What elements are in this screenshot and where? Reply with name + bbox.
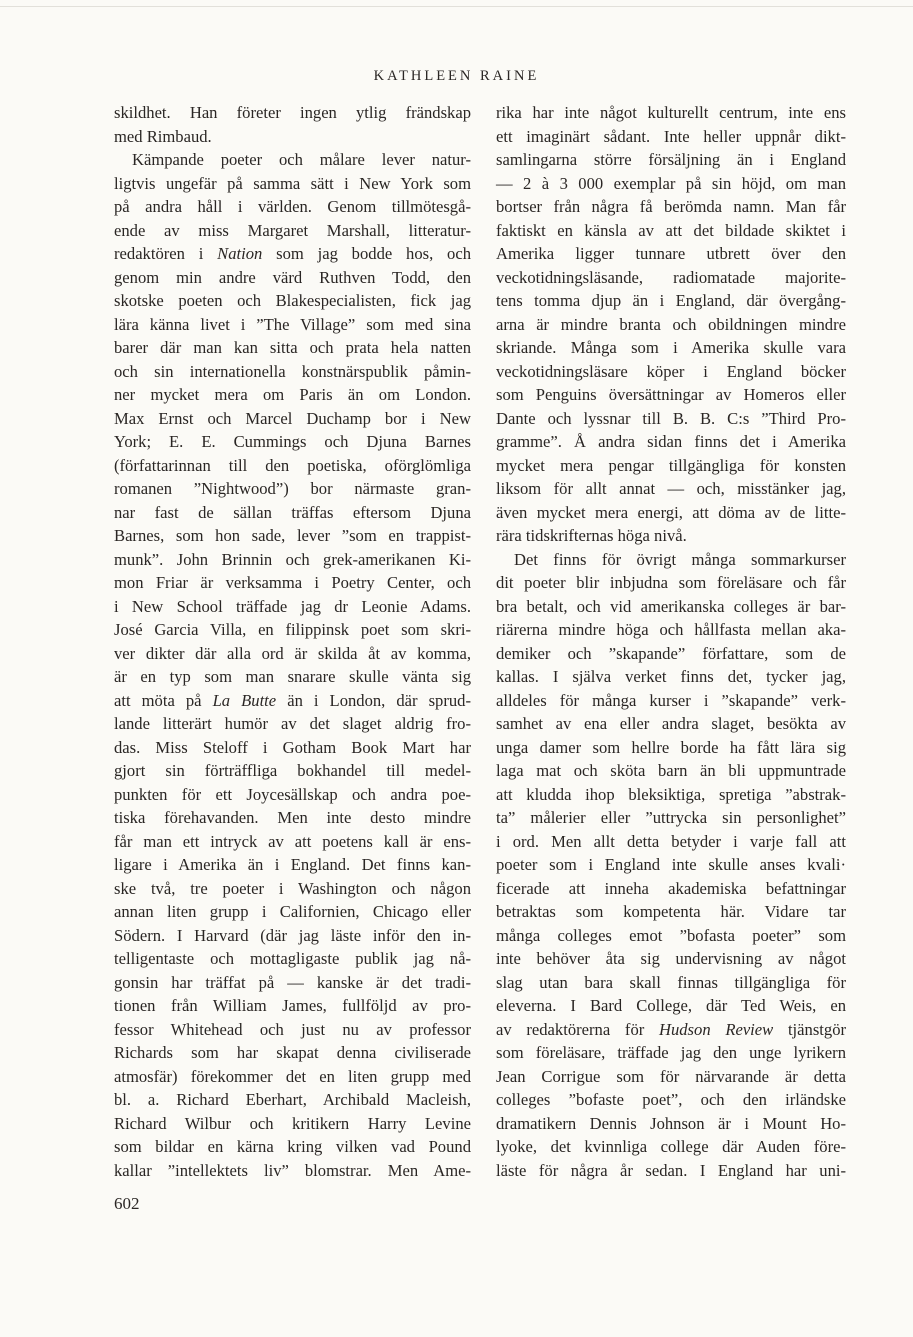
italic-title: La Butte bbox=[212, 690, 277, 710]
text-line: ner mycket mera om Paris än om London. bbox=[114, 385, 471, 404]
text-line: unga damer som hellre borde ha fått lära sig bbox=[496, 737, 846, 757]
text-line: läste för några år sedan. I England har uni- bbox=[496, 1160, 846, 1180]
text-column-right bbox=[496, 101, 846, 1182]
text-line: — 2 à 3 000 exemplar på sin höjd, om man bbox=[496, 173, 846, 193]
text-line: faktiskt en känsla av att det bildade skiktet i bbox=[496, 220, 846, 240]
text-line: i New School träffade jag dr Leonie Adams. bbox=[114, 596, 471, 616]
text-line: veckotidningsläsare köper i England böcker bbox=[496, 361, 846, 381]
italic-title: Hudson Review bbox=[658, 1019, 774, 1039]
text-line: barer där man kan sitta och prata hela natten bbox=[114, 338, 471, 357]
text-line: nar fast de sällan träffas eftersom Djuna bbox=[114, 502, 471, 522]
text-line: Richard Wilbur och kritikern Harry Levine bbox=[114, 1113, 471, 1133]
text-line: skotske poeten och Blakespecialisten, fick jag bbox=[114, 291, 471, 310]
text-line: annan liten grupp i Californien, Chicago eller bbox=[114, 902, 471, 921]
text-line: skildhet. Han företer ingen ytlig frändskap bbox=[114, 103, 471, 122]
text-line: även mycket mera energi, att döma av de litte- bbox=[496, 502, 846, 522]
text-line: Kämpande poeter och målare lever natur- bbox=[132, 150, 471, 169]
text-line: betraktas som kompetenta här. Vidare tar bbox=[496, 902, 846, 921]
scan-edge-line bbox=[0, 6, 913, 7]
text-line: som föreläsare, träffade jag den unge lyrikern bbox=[496, 1043, 846, 1062]
text-line: inte behöver åta sig undervisning av något bbox=[496, 949, 846, 968]
text-line: mycket mera pengar tillgängliga för konsten bbox=[496, 455, 846, 475]
text-line: med Rimbaud. bbox=[114, 126, 212, 146]
text-line: veckotidningsläsande, radiomatade majorite- bbox=[496, 267, 846, 287]
text-line: skriande. Många som i Amerika skulle vara bbox=[496, 338, 846, 357]
text-line: att möta på La Butte än i London, där sprud- bbox=[114, 690, 471, 710]
text-line: kallar ”intellektets liv” blomstrar. Men Ame- bbox=[114, 1160, 471, 1180]
text-line: lära känna livet i ”The Village” som med sina bbox=[114, 314, 471, 334]
text-line: många colleges emot ”bofasta poeter” som bbox=[496, 925, 846, 945]
text-line: i ord. Men allt detta betyder i varje fall att bbox=[496, 831, 846, 851]
text-line: ligare i Amerika än i England. Det finns kan- bbox=[114, 855, 471, 874]
text-line: ske två, tre poeter i Washington och någon bbox=[114, 878, 471, 898]
text-line: atmosfär) förekommer det en liten grupp med bbox=[114, 1066, 471, 1086]
text-line: tionen från William James, fullföljd av pro- bbox=[114, 996, 471, 1015]
text-line: arna är mindre branta och obildningen mindre bbox=[496, 314, 846, 334]
text-line: lande litterärt humör av det slaget aldrig fro- bbox=[114, 714, 471, 733]
text-line: och sin internationella konstnärspublik påmin- bbox=[114, 361, 471, 381]
text-line: att kludda ihop bleksiktiga, spretiga ”abstrak- bbox=[496, 784, 846, 804]
text-line: punkten för ett Joycesällskap och andra poe- bbox=[114, 784, 471, 804]
text-line: telligentaste och mottagligaste publik jag nå- bbox=[114, 949, 471, 968]
text-line: Det finns för övrigt många sommarkurser bbox=[514, 549, 846, 569]
text-line: av redaktörerna för Hudson Review tjänstgör bbox=[496, 1019, 847, 1039]
text-line: York; E. E. Cummings och Djuna Barnes bbox=[114, 432, 471, 451]
text-line: Dante och lyssnar till B. B. C:s ”Third Pro- bbox=[496, 408, 846, 428]
text-line: är en typ som man snarare skulle vänta sig bbox=[114, 667, 471, 686]
text-line: gjort sin förträffliga bokhandel till medel- bbox=[114, 761, 471, 780]
text-line: ett imaginärt sådant. Inte heller uppnår dikt- bbox=[496, 126, 846, 146]
text-line: ende av miss Margaret Marshall, litteratur- bbox=[114, 220, 471, 240]
text-line: tens tomma djup än i England, där övergång- bbox=[496, 291, 846, 310]
text-line: gonsin har träffat på — kanske är det tradi- bbox=[114, 972, 471, 992]
text-line: (författarinnan till den poetiska, oförglömliga bbox=[114, 455, 471, 475]
text-line: das. Miss Steloff i Gotham Book Mart har bbox=[114, 737, 471, 757]
text-line: på andra håll i världen. Genom tillmötesgå- bbox=[114, 197, 471, 216]
text-line: romanen ”Nightwood”) bor närmaste gran- bbox=[114, 479, 471, 498]
text-line: munk”. John Brinnin och grek-amerikanen Ki- bbox=[114, 549, 471, 569]
text-line: colleges ”bofaste poet”, och den irländske bbox=[496, 1090, 846, 1109]
text-line: redaktören i Nation som jag bodde hos, och bbox=[114, 244, 471, 263]
text-line: mon Friar är verksamma i Poetry Center, och bbox=[114, 573, 471, 592]
text-line: Barnes, som hon sade, lever ”som en trappist- bbox=[114, 526, 471, 545]
text-line: Max Ernst och Marcel Duchamp bor i New bbox=[114, 408, 471, 428]
running-header: KATHLEEN RAINE bbox=[373, 68, 540, 84]
text-line: ver dikter där alla ord är skilda åt av komma, bbox=[114, 643, 471, 663]
text-line: Richards som har skapat denna civiliserade bbox=[114, 1043, 471, 1062]
text-line: bl. a. Richard Eberhart, Archibald Macleish, bbox=[114, 1090, 471, 1109]
text-line: Jean Corrigue som för närvarande är detta bbox=[496, 1066, 846, 1086]
text-line: demiker och ”skapande” författare, som de bbox=[496, 643, 846, 663]
text-line: alldeles för många kurser i ”skapande” verk- bbox=[496, 690, 846, 710]
text-line: bra betalt, och vid amerikanska colleges är bar- bbox=[496, 596, 846, 616]
page-number: 602 bbox=[114, 1194, 140, 1213]
text-line: ligtvis ungefär på samma sätt i New York som bbox=[114, 173, 471, 193]
text-line: samlingarna större försäljning än i England bbox=[496, 150, 846, 169]
text-line: poeter som i England inte skulle anses kvali· bbox=[496, 855, 846, 874]
text-line: dit poeter blir inbjudna som föreläsare och får bbox=[496, 573, 846, 592]
text-column-left bbox=[114, 101, 471, 1182]
text-line: eleverna. I Bard College, där Ted Weis, en bbox=[496, 996, 846, 1015]
text-line: lyoke, det kvinnliga college där Auden före- bbox=[496, 1137, 846, 1156]
text-line: bortser från några få berömda namn. Man får bbox=[496, 197, 846, 216]
text-line: tiska förehavanden. Men inte desto mindre bbox=[114, 808, 471, 827]
text-line: genom min andre värd Ruthven Todd, den bbox=[114, 267, 471, 287]
text-line: Amerika ligger tunnare utbrett över den bbox=[496, 244, 846, 263]
text-line: fessor Whitehead och just nu av professor bbox=[114, 1019, 471, 1039]
text-line: ficerade att inneha akademiska befattningar bbox=[496, 878, 846, 898]
text-line: får man ett intryck av att poetens kall är ens- bbox=[114, 831, 471, 851]
italic-title: Nation bbox=[217, 244, 263, 263]
text-line: liksom för allt annat — och, misstänker jag, bbox=[496, 479, 846, 498]
text-line: kallas. I själva verket finns det, tycker jag, bbox=[496, 667, 846, 686]
text-line: José Garcia Villa, en filippinsk poet som skri- bbox=[114, 620, 471, 639]
text-line: gramme”. Å andra sidan finns det i Amerika bbox=[496, 432, 846, 451]
text-line: rika har inte något kulturellt centrum, inte ens bbox=[496, 103, 846, 122]
text-line: rära tidskrifternas höga nivå. bbox=[496, 526, 687, 545]
text-line: riärerna mindre höga och hållfasta mellan aka- bbox=[496, 620, 846, 639]
text-line: dramatikern Dennis Johnson är i Mount Ho- bbox=[496, 1113, 846, 1133]
text-line: samhet av ena eller andra slaget, besökta av bbox=[496, 714, 846, 733]
text-line: ta” målerier eller ”uttrycka sin personlighet” bbox=[496, 808, 846, 827]
text-line: slag utan bara skall finnas tillgängliga för bbox=[496, 972, 846, 992]
text-line: som bildar en kärna kring vilken vad Pound bbox=[114, 1137, 471, 1156]
text-line: laga mat och sköta barn än bli uppmuntrade bbox=[496, 761, 846, 780]
text-line: Södern. I Harvard (där jag läste inför den in- bbox=[114, 925, 471, 945]
text-line: som Penguins översättningar av Homeros eller bbox=[496, 385, 846, 404]
